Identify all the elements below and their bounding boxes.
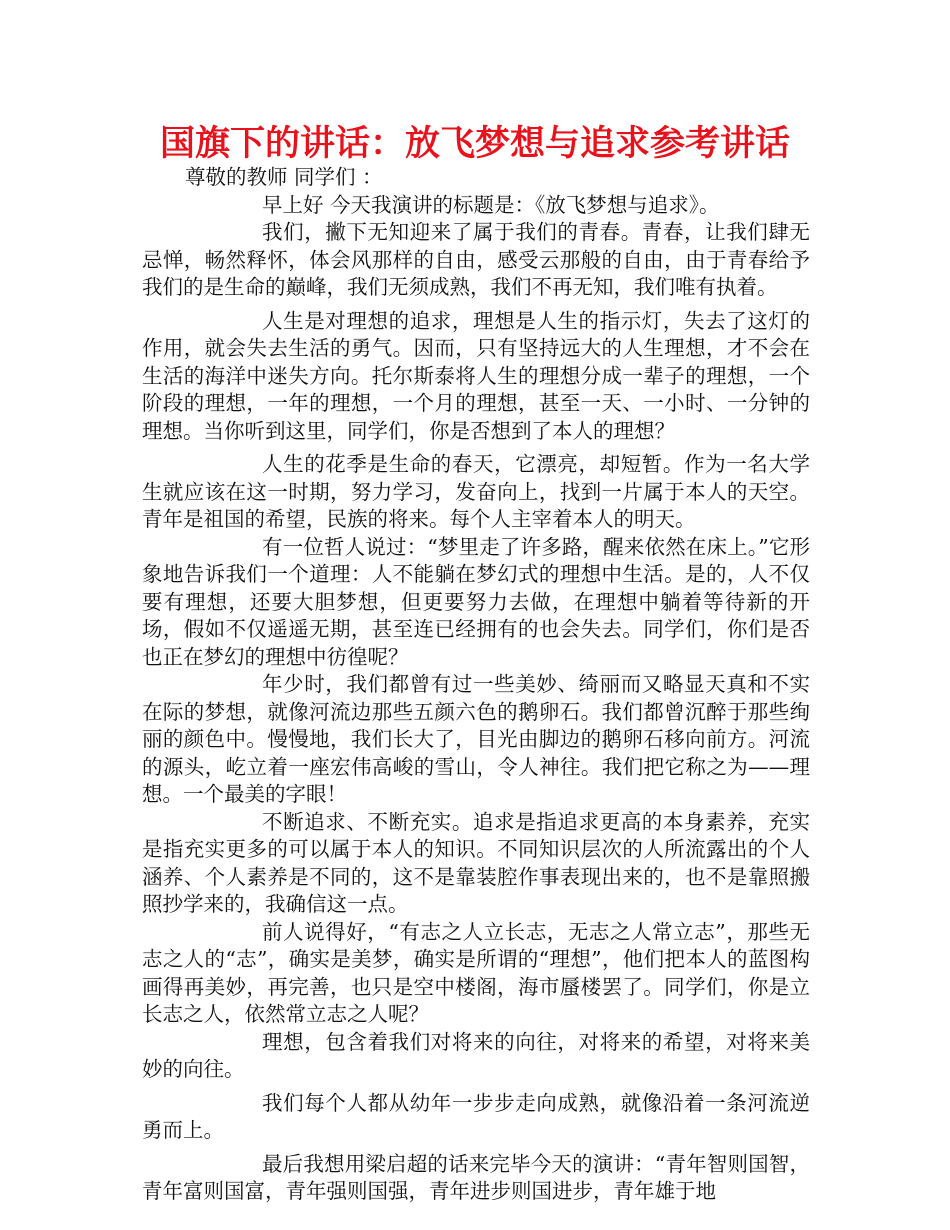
- paragraph: 人生是对理想的追求，理想是人生的指示灯，失去了这灯的作用，就会失去生活的勇气。因而，只有坚持远大的人生理想，才不会在生活的海洋中迷失方向。托尔斯泰将人生的理想分成一辈子的理想，一个阶段的理想，一年的理想，一个月的理想，甚至一天、一小时、一分钟的理想。当你听到这里，同学们，你是否想到了本人的理想？: [142, 308, 810, 443]
- paragraph: 我们每个人都从幼年一步步走向成熟，就像沿着一条河流逆勇而上。: [142, 1090, 810, 1142]
- paragraph: 年少时，我们都曾有过一些美妙、绮丽而又略显天真和不实在际的梦想，就像河流边那些五颜六色的鹅卵石。我们都曾沉醉于那些绚丽的颜色中。慢慢地，我们长大了，目光由脚边的鹅卵石移向前方。河流的源头，屹立着一座宏伟高峻的雪山，令人神往。我们把它称之为——理想。一个最美的字眼！: [142, 672, 810, 806]
- greeting-line: 尊敬的教师 同学们 ：: [185, 165, 383, 189]
- paragraph: 最后我想用梁启超的话来完毕今天的演讲：“青年智则国智，青年富则国富，青年强则国强，青年进步则国进步，青年雄于地: [142, 1151, 810, 1203]
- paragraph: 有一位哲人说过：“梦里走了许多路，醒来依然在床上。”它形象地告诉我们一个道理：人不能躺在梦幻式的理想中生活。是的，人不仅要有理想，还要大胆梦想，但更要努力去做，在理想中躺着等待新的开场，假如不仅遥遥无期，甚至连已经拥有的也会失去。同学们，你们是否也正在梦幻的理想中彷徨呢？: [142, 534, 810, 669]
- speech-body: [142, 164, 810, 1206]
- paragraph: 人生的花季是生命的春天，它漂亮，却短暂。作为一名大学生就应该在这一时期，努力学习，发奋向上，找到一片属于本人的天空。青年是祖国的希望，民族的将来。每个人主宰着本人的明天。: [142, 452, 810, 531]
- document-title: 国旗下的讲话：放飞梦想与追求参考讲话: [159, 124, 790, 164]
- paragraph: 前人说得好，“有志之人立长志，无志之人常立志”，那些无志之人的“志”，确实是美梦，确实是所谓的“理想”，他们把本人的蓝图构画得再美妙，再完善，也只是空中楼阁，海市蜃楼罢了。同学们，你是立长志之人，依然常立志之人呢？: [142, 919, 810, 1026]
- paragraph: 理想，包含着我们对将来的向往，对将来的希望，对将来美妙的向往。: [142, 1029, 810, 1081]
- intro-line: 早上好 今天我演讲的标题是：《放飞梦想与追求》。: [262, 192, 720, 217]
- paragraph: 我们，撇下无知迎来了属于我们的青春。青春，让我们肆无忌惮，畅然释怀，体会风那样的自由，感受云那般的自由，由于青春给予我们的是生命的巅峰，我们无须成熟，我们不再无知，我们唯有执着。: [142, 220, 810, 299]
- paragraph: 不断追求、不断充实。追求是指追求更高的本身素养，充实是指充实更多的可以属于本人的知识。不同知识层次的人所流露出的个人涵养、个人素养是不同的，这不是靠装腔作事表现出来的，也不是靠照搬照抄学来的，我确信这一点。: [142, 809, 810, 916]
